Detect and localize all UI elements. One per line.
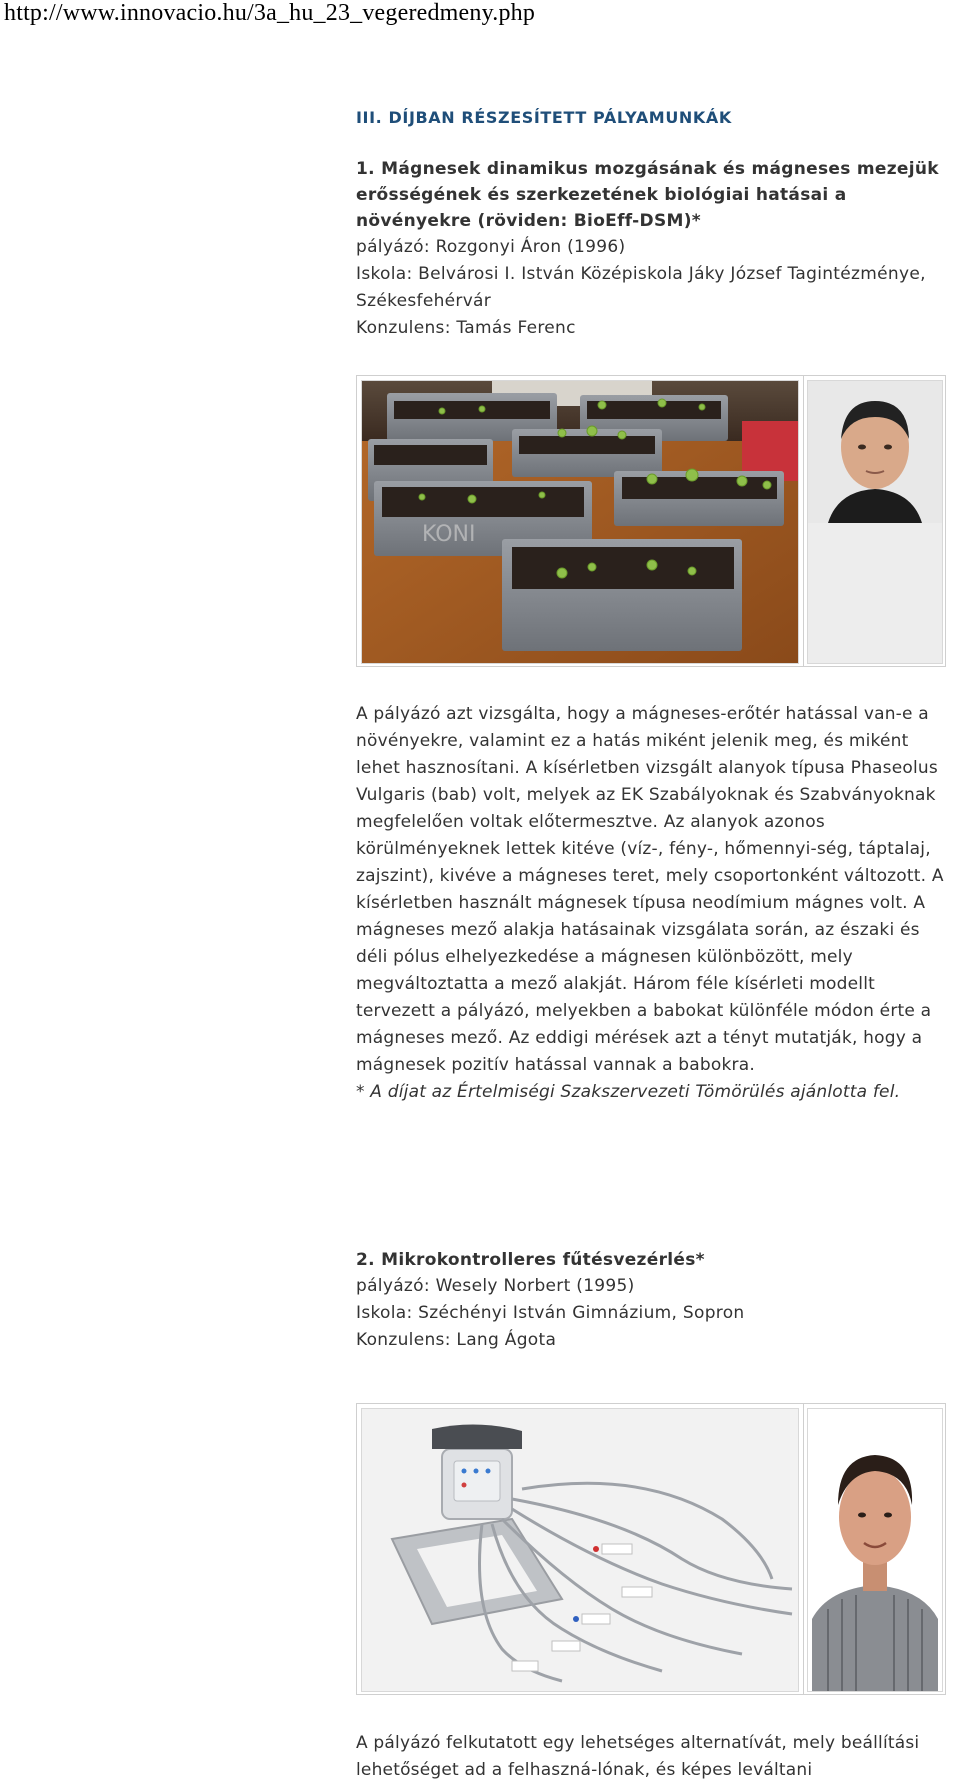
portrait-photo: [808, 381, 942, 523]
entry-1-note: * A díjat az Értelmiségi Szakszervezeti Tömörülés ajánlotta fel.: [356, 1082, 901, 1102]
entry-2-applicant: pályázó: Wesely Norbert (1995): [356, 1276, 635, 1296]
section-heading: III. DÍJBAN RÉSZESÍTETT PÁLYAMUNKÁK: [356, 108, 732, 127]
entry-2-consultant: Konzulens: Lang Ágota: [356, 1330, 557, 1350]
entry-1-school: Iskola: Belvárosi I. István Középiskola Jáky József Tagintézménye, Székesfehérvár: [356, 264, 926, 311]
figure-divider: [803, 1404, 804, 1694]
heating-controller-photo: [361, 1408, 799, 1692]
svg-text:KONI: KONI: [422, 522, 476, 547]
figure-divider: [803, 376, 804, 666]
entry-1-description: A pályázó azt vizsgálta, hogy a mágneses-erőtér hatással van-e a növényekre, valamint ez a hatás miként jelenik meg, és miként lehet hasznosítani. A kísérletben vizsgált alanyok típusa Phaseolus Vulgaris (bab) volt, melyek az EK Szabályoknak és Szabványoknak megfelelően voltak előtermesztve. Az alanyok azonos körülményeknek lettek kitéve (víz-, fény-, hőmennyi-ség, táptalaj, zajszint), kivéve a mágneses teret, mely csoportonként változott. A kísérletben használt mágnesek típusa neodímium mágnes volt. A mágneses mező alakja hatásainak vizsgálata során, az északi és déli pólus elhelyezkedése a mágnesen különbözött, mely megváltoztatta a mező alakját. Három féle kísérleti modellt tervezett a pályázó, melyekben a babokat különféle módon érte a mágneses mező. Az eddigi mérések azt a tényt mutatják, hogy a mágnesek pozitív hatással vannak a babokra.: [356, 704, 944, 1075]
entry-1-title: 1. Mágnesek dinamikus mozgásának és mágneses mezejük erősségének és szerkezetének biológiai hatásai a növényekre (röviden: BioEff-DSM)*: [356, 159, 939, 231]
page-url: http://www.innovacio.hu/3a_hu_23_vegeredmeny.php: [4, 0, 536, 26]
entry-2-school: Iskola: Széchényi István Gimnázium, Sopron: [356, 1303, 745, 1323]
entry-1-body: [356, 701, 946, 1106]
plant-boxes-photo: [361, 380, 799, 664]
entry-2-body: [356, 1730, 946, 1784]
entry-1-consultant: Konzulens: Tamás Ferenc: [356, 318, 576, 338]
entry-2-portrait-frame: [807, 1408, 943, 1692]
portrait-photo: [808, 1409, 942, 1691]
entry-1-header: [356, 156, 946, 342]
entry-2-title: 2. Mikrokontrolleres fűtésvezérlés*: [356, 1250, 705, 1270]
entry-1-figure: [356, 375, 946, 667]
entry-2-figure: [356, 1403, 946, 1695]
entry-2-description: A pályázó felkutatott egy lehetséges alternatívát, mely beállítási lehetőséget ad a felhaszná-lónak, és képes leváltani: [356, 1733, 920, 1780]
entry-1-applicant: pályázó: Rozgonyi Áron (1996): [356, 237, 626, 257]
entry-2-header: [356, 1247, 946, 1354]
entry-1-portrait-frame: [807, 380, 943, 664]
